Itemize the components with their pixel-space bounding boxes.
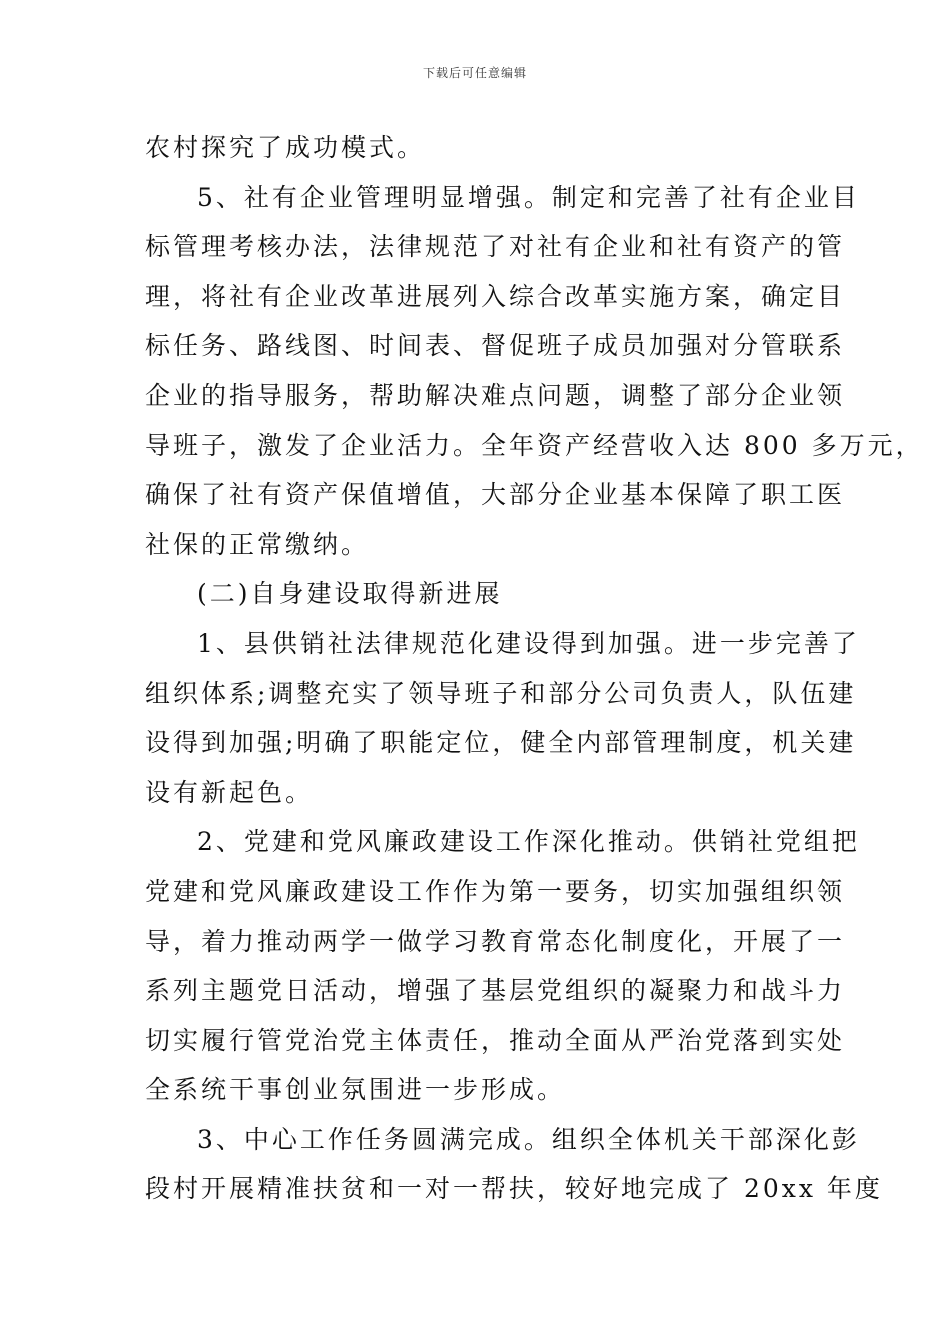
text-line: 5、社有企业管理明显增强。制定和完善了社有企业目: [197, 182, 860, 212]
text-line: 设有新起色。: [145, 777, 314, 807]
text-line: 组织体系;调整充实了领导班子和部分公司负责人，队伍建: [145, 678, 857, 708]
text-line: 标管理考核办法，法律规范了对社有企业和社有资产的管: [145, 232, 846, 262]
text-line: 导，着力推动两学一做学习教育常态化制度化，开展了一: [145, 926, 846, 956]
text-line: 3、中心工作任务圆满完成。组织全体机关干部深化彭: [197, 1124, 860, 1154]
text-line: 导班子，激发了企业活力。全年资产经营收入达 800 多万元，: [145, 430, 924, 460]
text-line: 农村探究了成功模式。: [145, 133, 426, 162]
text-line: 设得到加强;明确了职能定位，健全内部管理制度，机关建: [145, 728, 857, 758]
page-header: 下载后可任意编辑: [422, 66, 527, 80]
text-line: 系列主题党日活动，增强了基层党组织的凝聚力和战斗力: [145, 976, 846, 1006]
text-line: 全系统干事创业氛围进一步形成。: [145, 1075, 566, 1105]
text-line: 党建和党风廉政建设工作作为第一要务，切实加强组织领: [145, 876, 846, 906]
section-heading: (二)自身建设取得新进展: [197, 579, 503, 609]
text-line: 理，将社有企业改革进展列入综合改革实施方案，确定目: [145, 281, 846, 311]
text-line: 段村开展精准扶贫和一对一帮扶，较好地完成了 20xx 年度: [145, 1174, 883, 1204]
text-line: 确保了社有资产保值增值，大部分企业基本保障了职工医: [145, 480, 846, 510]
text-line: 企业的指导服务，帮助解决难点问题，调整了部分企业领: [145, 380, 846, 410]
text-line: 切实履行管党治党主体责任，推动全面从严治党落到实处: [145, 1025, 846, 1055]
text-line: 标任务、路线图、时间表、督促班子成员加强对分管联系: [145, 331, 846, 361]
text-line: 2、党建和党风廉政建设工作深化推动。供销社党组把: [197, 827, 860, 857]
text-line: 1、县供销社法律规范化建设得到加强。进一步完善了: [197, 628, 860, 658]
body-text: [145, 123, 924, 1214]
text-line: 社保的正常缴纳。: [145, 529, 370, 559]
